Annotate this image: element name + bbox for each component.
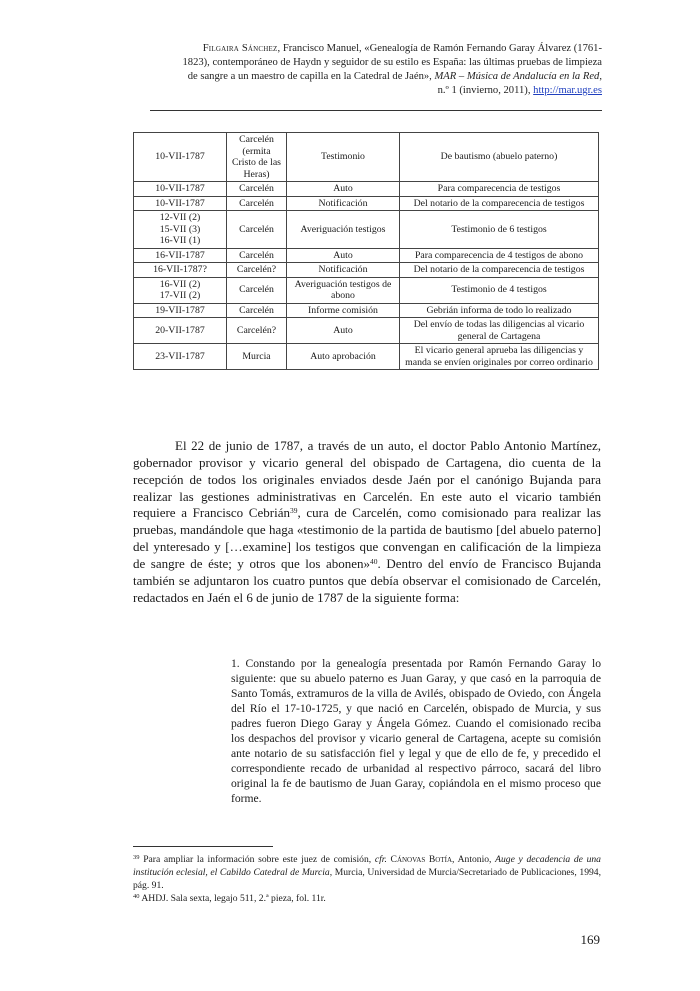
cell-description: Para comparecencia de testigos xyxy=(400,182,599,197)
cell-type: Auto xyxy=(287,318,400,344)
cell-description: Del envío de todas las diligencias al vicario general de Cartagena xyxy=(400,318,599,344)
cell-description: Gebrián informa de todo lo realizado xyxy=(400,303,599,318)
header-divider xyxy=(150,110,602,111)
footnote-39 xyxy=(133,853,601,892)
cell-place: Carcelén? xyxy=(227,263,287,278)
header-line1: , Francisco Manuel, «Genealogía de Ramón Fernando Garay Álvarez (1761- xyxy=(277,43,602,54)
cell-description: Para comparecencia de 4 testigos de abono xyxy=(400,248,599,263)
footnote-ref-39[interactable]: 39 xyxy=(289,506,298,516)
table-row xyxy=(134,211,599,249)
main-text xyxy=(133,438,601,606)
footnote-ref-40[interactable]: 40 xyxy=(370,556,378,566)
cell-type: Averiguación testigos xyxy=(287,211,400,249)
cell-place: Murcia xyxy=(227,344,287,370)
cell-date: 19-VII-1787 xyxy=(134,303,227,318)
paragraph-part: El 22 de junio de 1787, a través de un auto, el doctor Pablo Antonio Martínez, gobernador provisor y vicario general del obispado de Cartagena, dio cuenta de la recepción de todos los originales enviados desde Jaén por el canónigo Bujanda para realizar las gestiones administrativas en Carcelén. En este auto el vicario también requiere a Francisco Cebrián xyxy=(133,438,601,521)
cell-type: Informe comisión xyxy=(287,303,400,318)
header-author: Filgaira Sánchez xyxy=(202,43,278,54)
footnote-cfr: cfr. xyxy=(374,854,387,865)
cell-description: Testimonio de 6 testigos xyxy=(400,211,599,249)
table-row xyxy=(134,248,599,263)
block-quote xyxy=(231,656,601,806)
header-line4: n.º 1 (invierno, 2011), xyxy=(437,85,534,96)
cell-type: Auto xyxy=(287,182,400,197)
cell-place: Carcelén xyxy=(227,196,287,211)
footnote-text: Para ampliar la información sobre este juez de comisión, xyxy=(139,854,375,865)
cell-date: 16-VII-1787 xyxy=(134,248,227,263)
cell-date: 12-VII (2) 15-VII (3) 16-VII (1) xyxy=(134,211,227,249)
cell-place: Carcelén? xyxy=(227,318,287,344)
journal-link[interactable]: http://mar.ugr.es xyxy=(533,85,602,96)
table-row xyxy=(134,196,599,211)
cell-date: 20-VII-1787 xyxy=(134,318,227,344)
header-comma: , xyxy=(599,71,602,82)
cell-place: Carcelén xyxy=(227,303,287,318)
footnote-text: , Antonio, xyxy=(452,854,496,865)
cell-description: Del notario de la comparecencia de testigos xyxy=(400,263,599,278)
footnote-title: Auge y decadencia de una institución eclesial, el Cabildo Catedral de Murcia, xyxy=(133,854,601,878)
header-line2: 1823), contemporáneo de Haydn y seguidor de su estilo es España: las últimas pruebas de limpieza xyxy=(182,57,602,68)
paragraph-part: . Dentro del envío de Francisco Bujanda también se adjuntaron los cuatro puntos que debía observar el comisionado de Carcelén, redactados en Jaén el 6 de junio de 1787 de la siguiente forma: xyxy=(133,555,601,605)
footnotes xyxy=(133,853,601,905)
table-row xyxy=(134,133,599,182)
cell-type: Averiguación testigos de abono xyxy=(287,277,400,303)
table-row xyxy=(134,182,599,197)
cell-date: 10-VII-1787 xyxy=(134,182,227,197)
cell-date: 23-VII-1787 xyxy=(134,344,227,370)
cell-place: Carcelén xyxy=(227,248,287,263)
header-line3: de sangre a un maestro de capilla en la Catedral de Jaén», xyxy=(187,71,435,82)
cell-description: Del notario de la comparecencia de testigos xyxy=(400,196,599,211)
proceedings-table xyxy=(133,132,599,370)
footnote-author: Cánovas Botía xyxy=(386,854,453,865)
cell-place: Carcelén xyxy=(227,277,287,303)
header-journal: MAR – Música de Andalucía en la Red xyxy=(434,71,600,82)
footnote-number: 40 xyxy=(133,893,140,900)
cell-date: 16-VII (2) 17-VII (2) xyxy=(134,277,227,303)
cell-type: Auto xyxy=(287,248,400,263)
table-row xyxy=(134,344,599,370)
cell-type: Testimonio xyxy=(287,133,400,182)
cell-place: Carcelén xyxy=(227,182,287,197)
cell-place: Carcelén xyxy=(227,211,287,249)
cell-date: 16-VII-1787? xyxy=(134,263,227,278)
cell-description: Testimonio de 4 testigos xyxy=(400,277,599,303)
citation-header xyxy=(150,42,602,98)
table-row xyxy=(134,277,599,303)
table-row xyxy=(134,263,599,278)
cell-type: Notificación xyxy=(287,263,400,278)
footnote-divider xyxy=(133,846,273,847)
footnote-number: 39 xyxy=(133,854,140,861)
table-row xyxy=(134,318,599,344)
cell-date: 10-VII-1787 xyxy=(134,133,227,182)
footnote-text: Murcia, Universidad de Murcia/Secretariado de Publicaciones, 1994, pág. 91. xyxy=(133,867,601,891)
paragraph xyxy=(133,438,601,606)
cell-type: Notificación xyxy=(287,196,400,211)
table-row xyxy=(134,303,599,318)
cell-place: Carcelén (ermita Cristo de las Heras) xyxy=(227,133,287,182)
paragraph-part: , cura de Carcelén, como comisionado para realizar las pruebas, mandándole que haga «testimonio de la partida de bautismo [del abuelo paterno] del ynteresado y […examine] los testigos que convengan en calificación de la limpieza de sangre de éste; y otros que los abonen» xyxy=(133,505,602,571)
cell-date: 10-VII-1787 xyxy=(134,196,227,211)
cell-type: Auto aprobación xyxy=(287,344,400,370)
quote-text: 1. Constando por la genealogía presentada por Ramón Fernando Garay lo siguiente: que su abuelo paterno es Juan Garay, y que casó en la parroquia de Santo Tomás, extramuros de la villa de Avilés, obispado de Oviedo, con Ángela del Río el 17-10-1725, y que nació en Carcelén, obispado de Murcia, y sus padres fueron Diego Garay y Ángela Gómez. Cuando el comisionado reciba los despachos del provisor y vicario general de Cartagena, acepte su comisión ante notario de su satisfacción fiel y legal y que de ello de fe, y precedido el correspondiente recado de urbanidad al respectivo párroco, sacará del libro original la fe de bautismo de Juan Garay, copiándola en el mismo proceso que forme. xyxy=(231,657,601,805)
page-number: 169 xyxy=(580,932,600,947)
footnote-text: AHDJ. Sala sexta, legajo 511, 2.ª pieza, fol. 11r. xyxy=(139,893,326,904)
table-body xyxy=(134,133,599,370)
footnote-40 xyxy=(133,892,601,905)
cell-description: De bautismo (abuelo paterno) xyxy=(400,133,599,182)
cell-description: El vicario general aprueba las diligencias y manda se envíen originales por correo ordinario xyxy=(400,344,599,370)
